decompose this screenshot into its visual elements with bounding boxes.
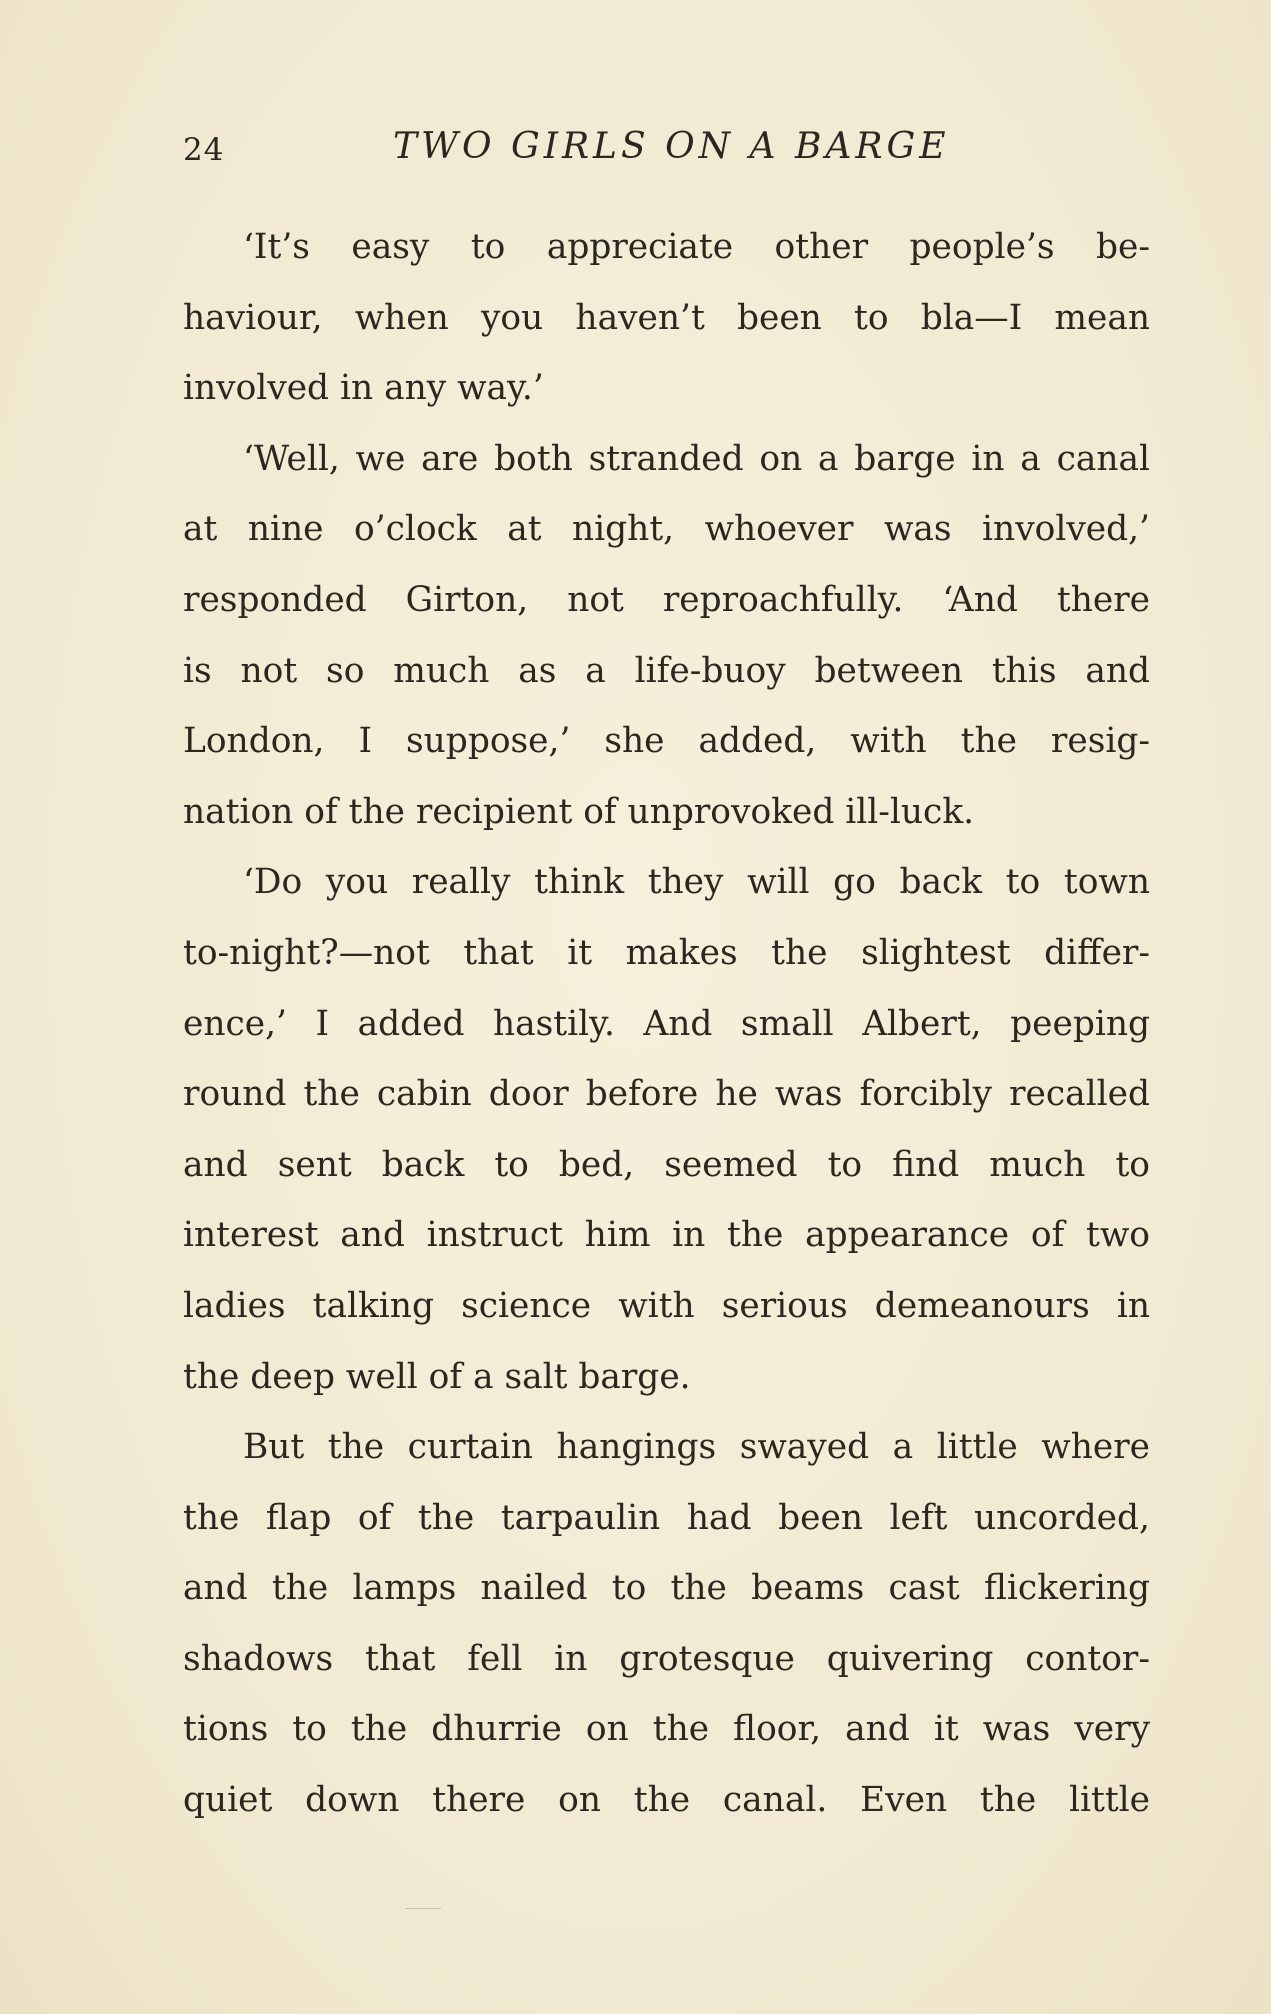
text-line: haviour, when you haven’t been to bla—I mean	[183, 297, 1150, 338]
text-line: nation of the recipient of unprovoked ill-luck.	[183, 791, 975, 832]
body-text	[183, 212, 1150, 1836]
text-line: ence,’ I added hastily. And small Albert, peeping	[183, 1003, 1150, 1044]
text-line: to-night?—not that it makes the slightest differ-	[183, 932, 1150, 973]
text-line: London, I suppose,’ she added, with the resig-	[183, 721, 1150, 762]
text-line: ‘Do you really think they will go back to town	[243, 862, 1150, 903]
text-line: round the cabin door before he was forcibly recalled	[183, 1074, 1150, 1115]
page-number: 24	[183, 132, 225, 168]
text-line: involved in any way.’	[183, 368, 544, 409]
text-line: and sent back to bed, seemed to find much to	[183, 1144, 1150, 1185]
text-line: ladies talking science with serious demeanours in	[183, 1285, 1150, 1326]
text-line: ‘It’s easy to appreciate other people’s be-	[243, 227, 1150, 267]
text-line: the flap of the tarpaulin had been left uncorded,	[183, 1497, 1150, 1538]
text-line: at nine o’clock at night, whoever was involved,’	[183, 509, 1150, 550]
page-header	[183, 122, 1143, 172]
text-line: interest and instruct him in the appearance of two	[183, 1215, 1150, 1256]
text-line: ‘Well, we are both stranded on a barge in a canal	[243, 438, 1150, 479]
text-line: quiet down there on the canal. Even the little	[183, 1780, 1150, 1821]
text-line: responded Girton, not reproachfully. ‘And there	[183, 579, 1150, 620]
text-line: and the lamps nailed to the beams cast flickering	[183, 1568, 1150, 1609]
running-title: TWO GIRLS ON A BARGE	[393, 126, 950, 167]
text-line: tions to the dhurrie on the floor, and it was very	[183, 1709, 1150, 1750]
text-line: the deep well of a salt barge.	[183, 1356, 691, 1397]
paper-speck	[405, 1908, 441, 1909]
text-line: shadows that fell in grotesque quivering contor-	[183, 1638, 1150, 1679]
text-line: is not so much as a life-buoy between this and	[183, 650, 1150, 691]
text-line: But the curtain hangings swayed a little where	[243, 1427, 1150, 1468]
